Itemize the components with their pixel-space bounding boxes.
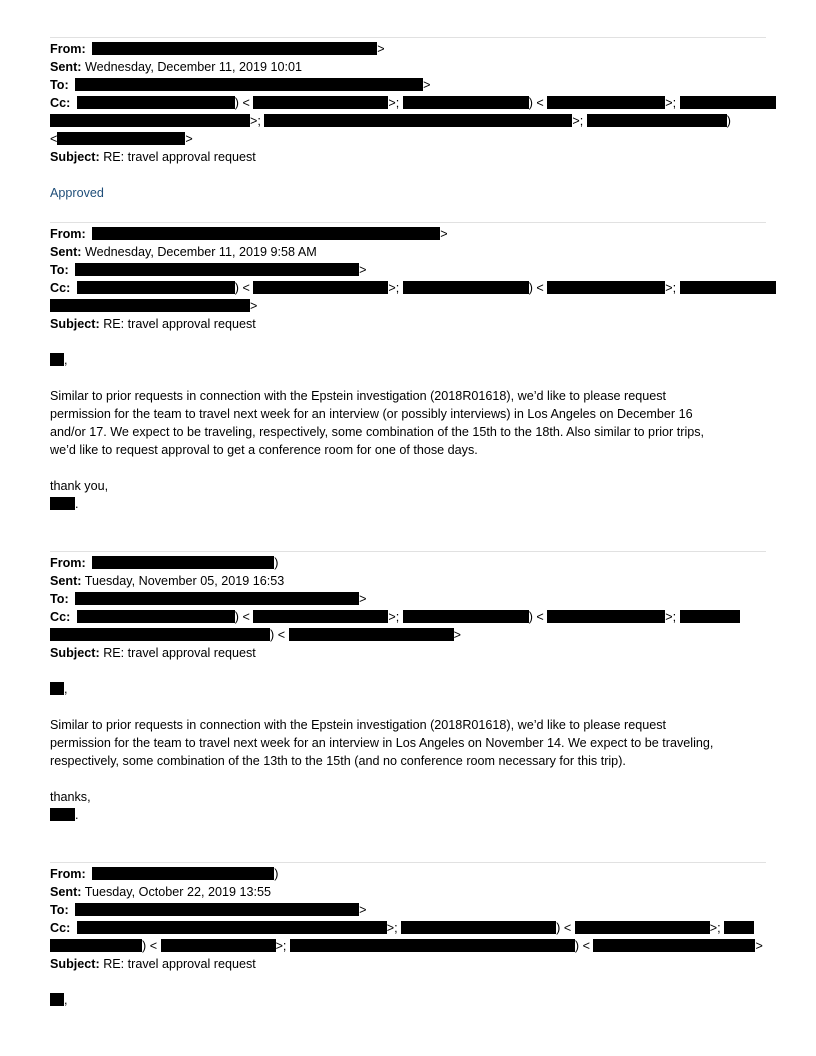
from-label: From: [50,556,86,570]
redaction [290,939,575,952]
body-line: Similar to prior requests in connection with the Epstein investigation (2018R01618), we’d like to please request [50,718,667,732]
redaction [92,867,274,880]
sent-value: Wednesday, December 11, 2019 9:58 AM [84,245,317,259]
redaction [77,921,387,934]
redaction [92,42,377,55]
redaction [547,96,665,109]
header-divider [50,862,766,863]
redaction [403,281,529,294]
sent-line [50,59,302,76]
sent-value: Tuesday, November 05, 2019 16:53 [84,574,285,588]
sent-label: Sent: [50,60,82,74]
redaction [50,682,64,695]
redaction [161,939,276,952]
sent-value: Tuesday, October 22, 2019 13:55 [84,885,271,899]
subject-label: Subject: [50,317,100,331]
redaction [575,921,710,934]
cc-line-cont: < > [50,132,193,146]
cc-label: Cc: [50,921,71,935]
cc-line: Cc: ) < >; ) < >; [50,95,776,112]
salutation: , [50,352,68,369]
sent-label: Sent: [50,245,82,259]
redaction [77,281,235,294]
redaction [50,353,64,366]
redaction [403,96,529,109]
sent-label: Sent: [50,574,82,588]
redaction [680,281,776,294]
redaction [253,96,388,109]
cc-line-cont: ) < >; ) < > [50,938,763,955]
closing: thank you, [50,479,109,493]
cc-line-cont: ) < > [50,627,461,644]
to-label: To: [50,592,69,606]
salutation: , [50,681,68,698]
redaction [50,993,64,1006]
from-line: From: ) [50,556,279,570]
redaction [289,628,454,641]
to-line: To: > [50,592,367,606]
redaction [403,610,529,623]
to-label: To: [50,903,69,917]
signature: . [50,807,79,824]
redaction [50,628,270,641]
sent-label: Sent: [50,885,82,899]
body-line: Similar to prior requests in connection with the Epstein investigation (2018R01618), we’d like to please request [50,389,667,403]
to-label: To: [50,78,69,92]
redaction [253,281,388,294]
from-label: From: [50,227,86,241]
cc-label: Cc: [50,96,71,110]
from-line: From: ) [50,867,279,881]
redaction [75,263,359,276]
redaction [264,114,572,127]
body-line: respectively, some combination of the 13th to the 15th (and no conference room necessary for this trip). [50,754,626,768]
to-label: To: [50,263,69,277]
subject-label: Subject: [50,957,100,971]
signature: . [50,496,79,513]
redaction [547,610,665,623]
subject-line [50,149,256,166]
redaction [50,939,142,952]
header-divider [50,222,766,223]
cc-line: Cc: ) < >; ) < >; [50,280,776,297]
sent-line [50,884,271,901]
cc-label: Cc: [50,610,71,624]
body-line: we’d like to request approval to get a conference room for one of those days. [50,443,478,457]
redaction [593,939,755,952]
subject-value: RE: travel approval request [103,150,256,164]
redaction [50,808,75,821]
redaction [50,114,250,127]
redaction [92,227,440,240]
sent-value: Wednesday, December 11, 2019 10:01 [84,60,303,74]
redaction [75,592,359,605]
from-label: From: [50,42,86,56]
header-divider [50,37,766,38]
subject-line [50,956,256,973]
from-line: From: > [50,227,448,241]
redaction [680,610,740,623]
redaction [547,281,665,294]
to-line: To: > [50,78,431,92]
header-divider [50,551,766,552]
subject-value: RE: travel approval request [103,957,256,971]
redaction [77,610,235,623]
body-line: permission for the team to travel next week for an interview (or possibly interviews) in Los Angeles on December 16 [50,407,693,421]
subject-label: Subject: [50,646,100,660]
subject-line [50,316,256,333]
redaction [75,78,423,91]
approved-text: Approved [50,186,104,200]
sent-line [50,244,317,261]
cc-line: Cc: >; ) < >; [50,920,754,937]
redaction [92,556,274,569]
redaction [77,96,235,109]
redaction [680,96,776,109]
cc-line-cont: >; >; ) [50,113,731,130]
redaction [724,921,754,934]
cc-line-cont: > [50,298,257,315]
from-label: From: [50,867,86,881]
redaction [50,299,250,312]
sent-line [50,573,284,590]
redaction [253,610,388,623]
redaction [75,903,359,916]
subject-value: RE: travel approval request [103,646,256,660]
from-line: From: > [50,42,385,56]
body-line: permission for the team to travel next week for an interview in Los Angeles on November 14. We expect to be traveling, [50,736,714,750]
to-line: To: > [50,263,367,277]
redaction [401,921,556,934]
cc-label: Cc: [50,281,71,295]
salutation: , [50,992,68,1009]
subject-line [50,645,256,662]
redaction [57,132,185,145]
cc-line: Cc: ) < >; ) < >; [50,609,740,626]
redaction [50,497,75,510]
subject-value: RE: travel approval request [103,317,256,331]
body-line: and/or 17. We expect to be traveling, respectively, some combination of the 15th to the 18th. Also similar to prior trips, [50,425,705,439]
to-line: To: > [50,903,367,917]
subject-label: Subject: [50,150,100,164]
closing: thanks, [50,790,91,804]
redaction [587,114,727,127]
